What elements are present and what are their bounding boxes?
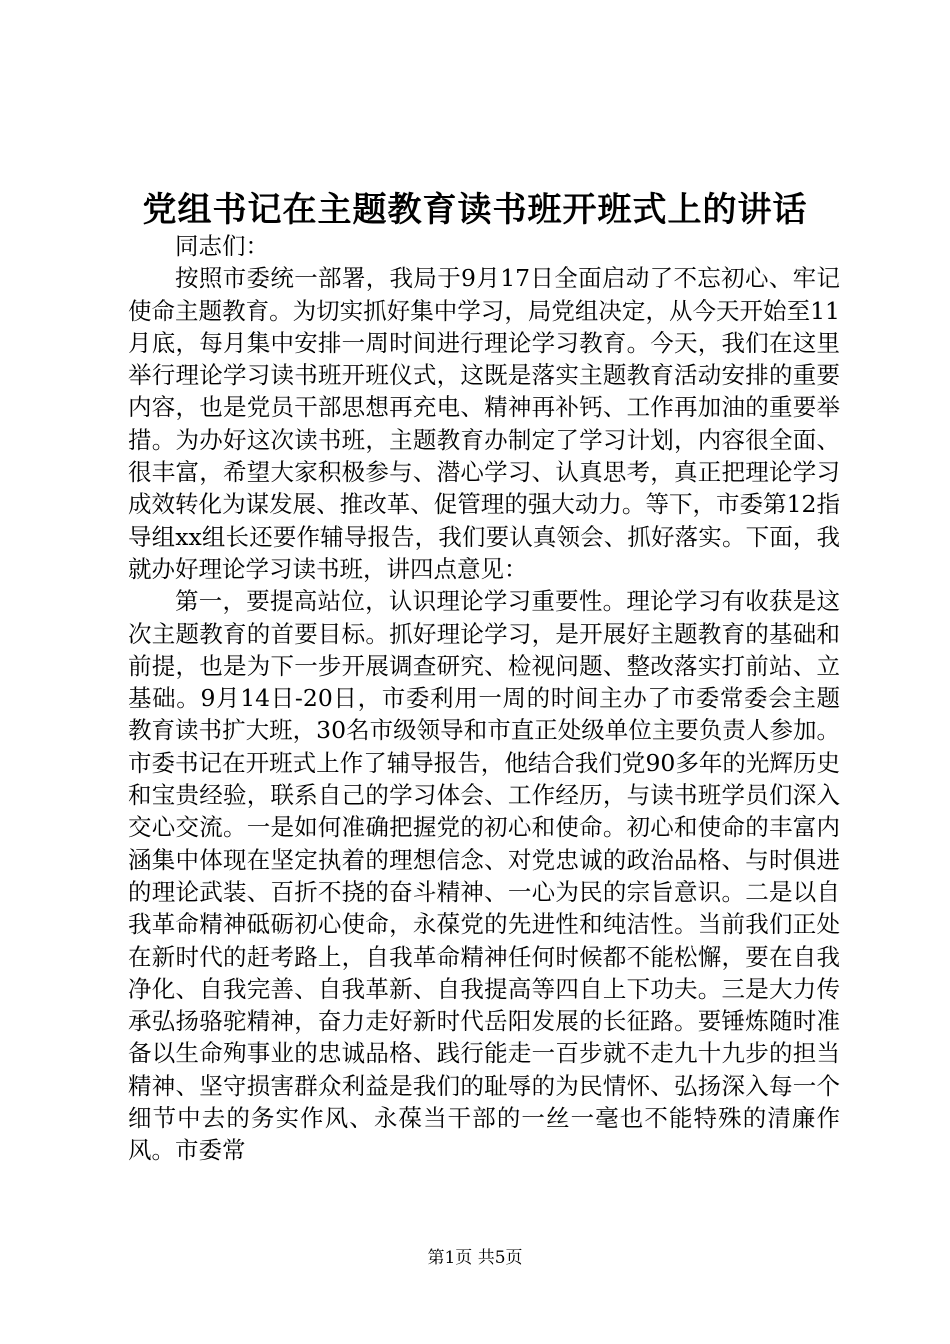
paragraph: 按照市委统一部署，我局于9月17日全面启动了不忘初心、牢记使命主题教育。为切实抓好集中学习，局党组决定，从今天开始至11月底，每月集中安排一周时间进行理论学习教育。今天，我们在这里举行理论学习读书班开班仪式，这既是落实主题教育活动安排的重要内容，也是党员干部思想再充电、精神再补钙、工作再加油的重要举措。为办好这次读书班，主题教育办制定了学习计划，内容很全面、很丰富，希望大家积极参与、潜心学习、认真思考，真正把理论学习成效转化为谋发展、推改革、促管理的强大动力。等下，市委第12指导组xx组长还要作辅导报告，我们要认真领会、抓好落实。下面，我就办好理论学习读书班，讲四点意见：: [128, 264, 840, 583]
document-body: [128, 230, 840, 1167]
salutation: 同志们：: [175, 232, 269, 260]
page-number: 第1页 共5页: [427, 1248, 523, 1268]
paragraph: 第一，要提高站位，认识理论学习重要性。理论学习有收获是这次主题教育的首要目标。抓好理论学习，是开展好主题教育的基础和前提，也是为下一步开展调查研究、检视问题、整改落实打前站、立基础。9月14日-20日，市委利用一周的时间主办了市委常委会主题教育读书扩大班，30名市级领导和市直正处级单位主要负责人参加。市委书记在开班式上作了辅导报告，他结合我们党90多年的光辉历史和宝贵经验，联系自己的学习体会、工作经历，与读书班学员们深入交心交流。一是如何准确把握党的初心和使命。初心和使命的丰富内涵集中体现在坚定执着的理想信念、对党忠诚的政治品格、与时俱进的理论武装、百折不挠的奋斗精神、一心为民的宗旨意识。二是以自我革命精神砥砺初心使命，永葆党的先进性和纯洁性。当前我们正处在新时代的赶考路上，自我革命精神任何时候都不能松懈，要在自我净化、自我完善、自我革新、自我提高等四自上下功夫。三是大力传承弘扬骆驼精神，奋力走好新时代岳阳发展的长征路。要锤炼随时准备以生命殉事业的忠诚品格、践行能走一百步就不走九十九步的担当精神、坚守损害群众利益是我们的耻辱的为民情怀、弘扬深入每一个细节中去的务实作风、永葆当干部的一丝一毫也不能特殊的清廉作风。市委常: [128, 587, 840, 1165]
page-title: 党组书记在主题教育读书班开班式上的讲话: [142, 190, 808, 230]
